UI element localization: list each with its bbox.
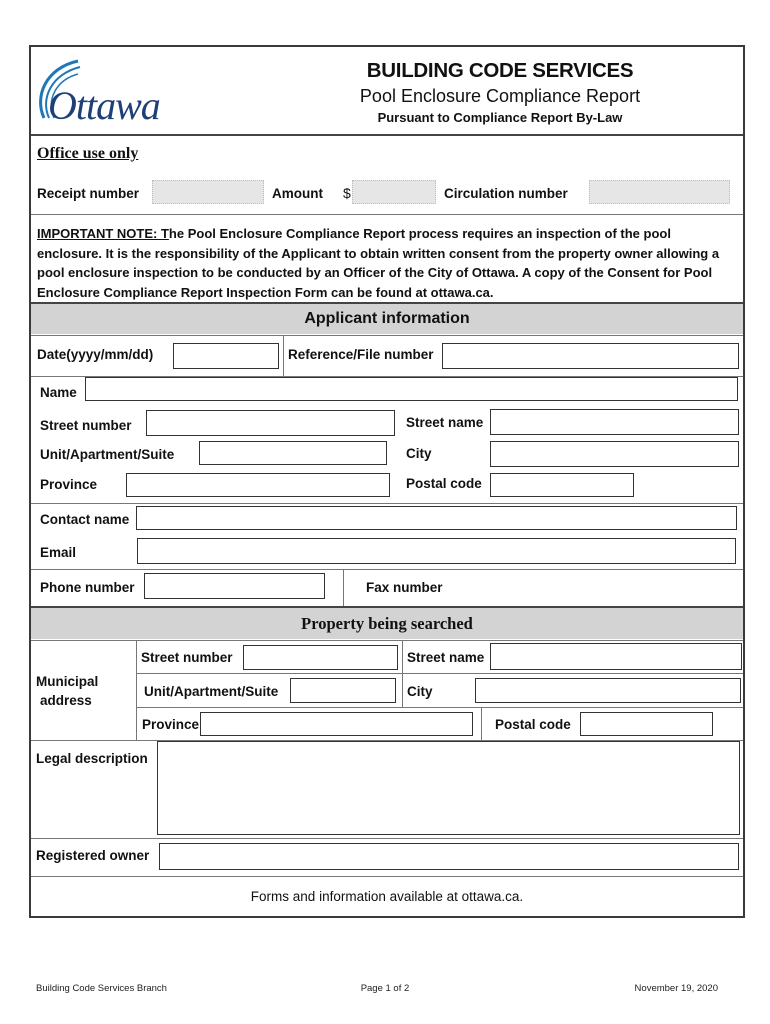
property-city-input[interactable]: [475, 678, 741, 703]
footer-page-number: Page 1 of 2: [360, 983, 410, 994]
pursuant-text: Pursuant to Compliance Report By-Law: [377, 110, 623, 125]
property-street-name-input[interactable]: [490, 643, 742, 670]
contact-name-label: Contact name: [40, 512, 130, 527]
receipt-number-field[interactable]: [152, 180, 264, 204]
postal-code-input[interactable]: [490, 473, 634, 497]
divider: [31, 838, 743, 839]
footer-branch: Building Code Services Branch: [36, 983, 167, 994]
circulation-number-field[interactable]: [589, 180, 730, 204]
amount-field[interactable]: [352, 180, 436, 204]
divider: [136, 641, 137, 740]
form-subtitle: Pool Enclosure Compliance Report: [359, 86, 641, 106]
email-label: Email: [40, 545, 77, 560]
divider: [31, 214, 743, 215]
property-postal-code-input[interactable]: [580, 712, 713, 736]
page-title: BUILDING CODE SERVICES: [366, 59, 634, 82]
property-province-input[interactable]: [200, 712, 473, 736]
divider: [481, 708, 482, 740]
property-section-title: Property being searched: [301, 614, 473, 633]
property-street-name-label: Street name: [407, 650, 485, 665]
registered-owner-label: Registered owner: [36, 848, 150, 863]
divider: [283, 336, 284, 376]
reference-number-input[interactable]: [442, 343, 739, 369]
applicant-section-title: Applicant information: [304, 310, 470, 327]
divider: [31, 335, 743, 336]
property-postal-code-label: Postal code: [495, 717, 571, 732]
divider: [31, 876, 743, 877]
divider: [136, 707, 743, 708]
date-label: Date(yyyy/mm/dd): [37, 347, 154, 362]
property-section-header: [31, 608, 743, 639]
property-street-number-input[interactable]: [243, 645, 398, 670]
street-name-label: Street name: [406, 415, 484, 430]
important-note-prefix: IMPORTANT NOTE: T: [37, 226, 169, 241]
property-city-label: City: [407, 684, 433, 699]
province-label: Province: [40, 477, 98, 492]
street-number-label: Street number: [40, 418, 132, 433]
name-input[interactable]: [85, 377, 738, 401]
property-street-number-label: Street number: [141, 650, 233, 665]
divider: [136, 673, 743, 674]
fax-number-label: Fax number: [366, 580, 443, 595]
legal-description-label: Legal description: [36, 751, 148, 766]
applicant-section-header: [31, 304, 743, 334]
ottawa-logo-text: Ottawa: [48, 83, 160, 128]
office-use-heading: Office use only: [37, 145, 139, 162]
municipal-label-line2: address: [40, 693, 92, 708]
circulation-number-label: Circulation number: [444, 186, 568, 201]
forms-info-text: Forms and information available at ottawa.ca.: [250, 889, 524, 904]
municipal-address-label: [36, 672, 98, 710]
registered-owner-input[interactable]: [159, 843, 739, 870]
ottawa-logo: [34, 56, 194, 128]
property-province-label: Province: [142, 717, 200, 732]
street-number-input[interactable]: [146, 410, 395, 436]
property-unit-label: Unit/Apartment/Suite: [144, 684, 279, 699]
phone-number-input[interactable]: [144, 573, 325, 599]
unit-input[interactable]: [199, 441, 387, 465]
footer-date: November 19, 2020: [634, 983, 718, 994]
legal-description-input[interactable]: [157, 741, 740, 835]
city-input[interactable]: [490, 441, 739, 467]
property-unit-input[interactable]: [290, 678, 396, 703]
divider: [31, 640, 743, 641]
email-input[interactable]: [137, 538, 736, 564]
divider: [31, 503, 743, 504]
municipal-label-line1: Municipal: [36, 674, 99, 689]
amount-label: Amount: [272, 186, 323, 201]
name-label: Name: [40, 385, 77, 400]
divider: [343, 570, 344, 607]
important-note-body: he Pool Enclosure Compliance Report process requires an inspection of the pool enclosure. It is the responsibility of the Applicant to obtain written consent from the property owner allowing a pool enclosure inspection to be conducted by an Officer of the City of Ottawa. A copy of the Consent for Pool Enclosure Compliance Report Inspection Form can be found at ottawa.ca.: [37, 226, 720, 300]
date-input[interactable]: [173, 343, 279, 369]
receipt-number-label: Receipt number: [37, 186, 140, 201]
unit-label: Unit/Apartment/Suite: [40, 447, 175, 462]
street-name-input[interactable]: [490, 409, 739, 435]
contact-name-input[interactable]: [136, 506, 737, 530]
city-label: City: [406, 446, 432, 461]
divider: [402, 641, 403, 707]
province-input[interactable]: [126, 473, 390, 497]
divider: [31, 569, 743, 570]
divider: [31, 134, 743, 136]
phone-number-label: Phone number: [40, 580, 135, 595]
currency-symbol: $: [343, 185, 351, 201]
important-note: [37, 224, 737, 302]
postal-code-label: Postal code: [406, 476, 482, 491]
reference-number-label: Reference/File number: [288, 347, 434, 362]
